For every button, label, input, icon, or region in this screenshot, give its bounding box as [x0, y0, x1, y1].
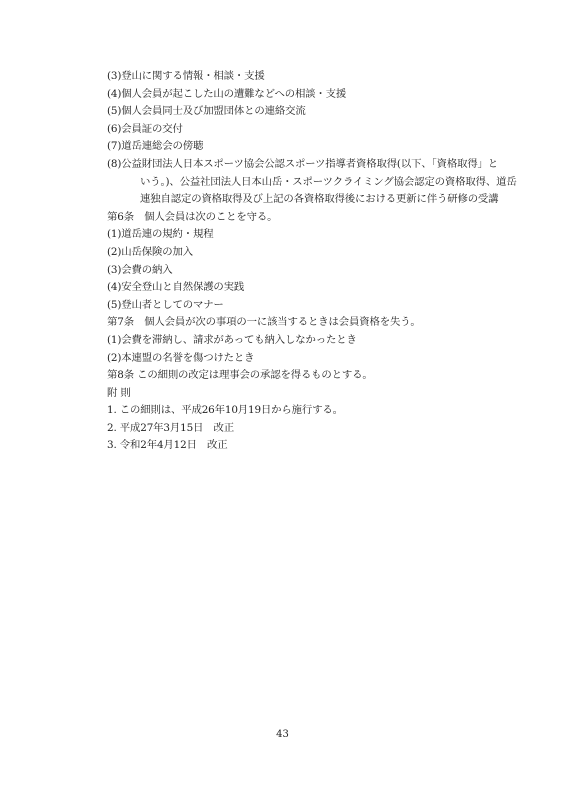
enforcement-date: 1. この細則は、平成26年10月19日から施行する。	[107, 404, 343, 417]
benefit-item-6: (6)会員証の交付	[107, 122, 183, 135]
duty-item-2: (2)山岳保険の加入	[107, 245, 193, 258]
duty-item-3: (3)会費の納入	[107, 263, 173, 276]
duty-item-5: (5)登山者としてのマナー	[107, 298, 224, 311]
duty-item-1: (1)道岳連の規約・規程	[107, 228, 214, 241]
benefit-item-7: (7)道岳連総会の傍聴	[107, 140, 204, 153]
supplementary-provisions-heading: 附 則	[107, 386, 131, 399]
benefit-item-8-continued-1: いう。)、公益社団法人日本山岳・スポーツクライミング協会認定の資格取得、道岳	[140, 175, 517, 188]
benefit-item-8: (8)公益財団法人日本スポーツ協会公認スポーツ指導者資格取得(以下、「資格取得」と	[107, 157, 499, 170]
article-8: 第8条 この細則の改定は理事会の承認を得るものとする。	[107, 369, 373, 382]
page-number: 43	[276, 729, 289, 740]
article-7-heading: 第7条 個人会員が次の事項の一に該当するときは会員資格を失う。	[107, 316, 421, 329]
loss-item-2: (2)本連盟の名誉を傷つけたとき	[107, 351, 255, 364]
benefit-item-8-continued-2: 連独自認定の資格取得及び上記の各資格取得後における更新に伴う研修の受講	[140, 193, 499, 206]
document-body	[107, 68, 517, 455]
revision-2: 3. 令和2年4月12日 改正	[107, 439, 228, 452]
benefit-item-4: (4)個人会員が起こした山の遭難などへの相談・支援	[107, 87, 347, 100]
revision-1: 2. 平成27年3月15日 改正	[107, 421, 234, 434]
benefit-item-3: (3)登山に関する情報・相談・支援	[107, 70, 265, 82]
duty-item-4: (4)安全登山と自然保護の実践	[107, 281, 245, 294]
benefit-item-5: (5)個人会員同士及び加盟団体との連絡交流	[107, 105, 306, 118]
article-6-heading: 第6条 個人会員は次のことを守る。	[107, 210, 278, 223]
loss-item-1: (1)会費を滞納し、請求があっても納入しなかったとき	[107, 333, 357, 346]
